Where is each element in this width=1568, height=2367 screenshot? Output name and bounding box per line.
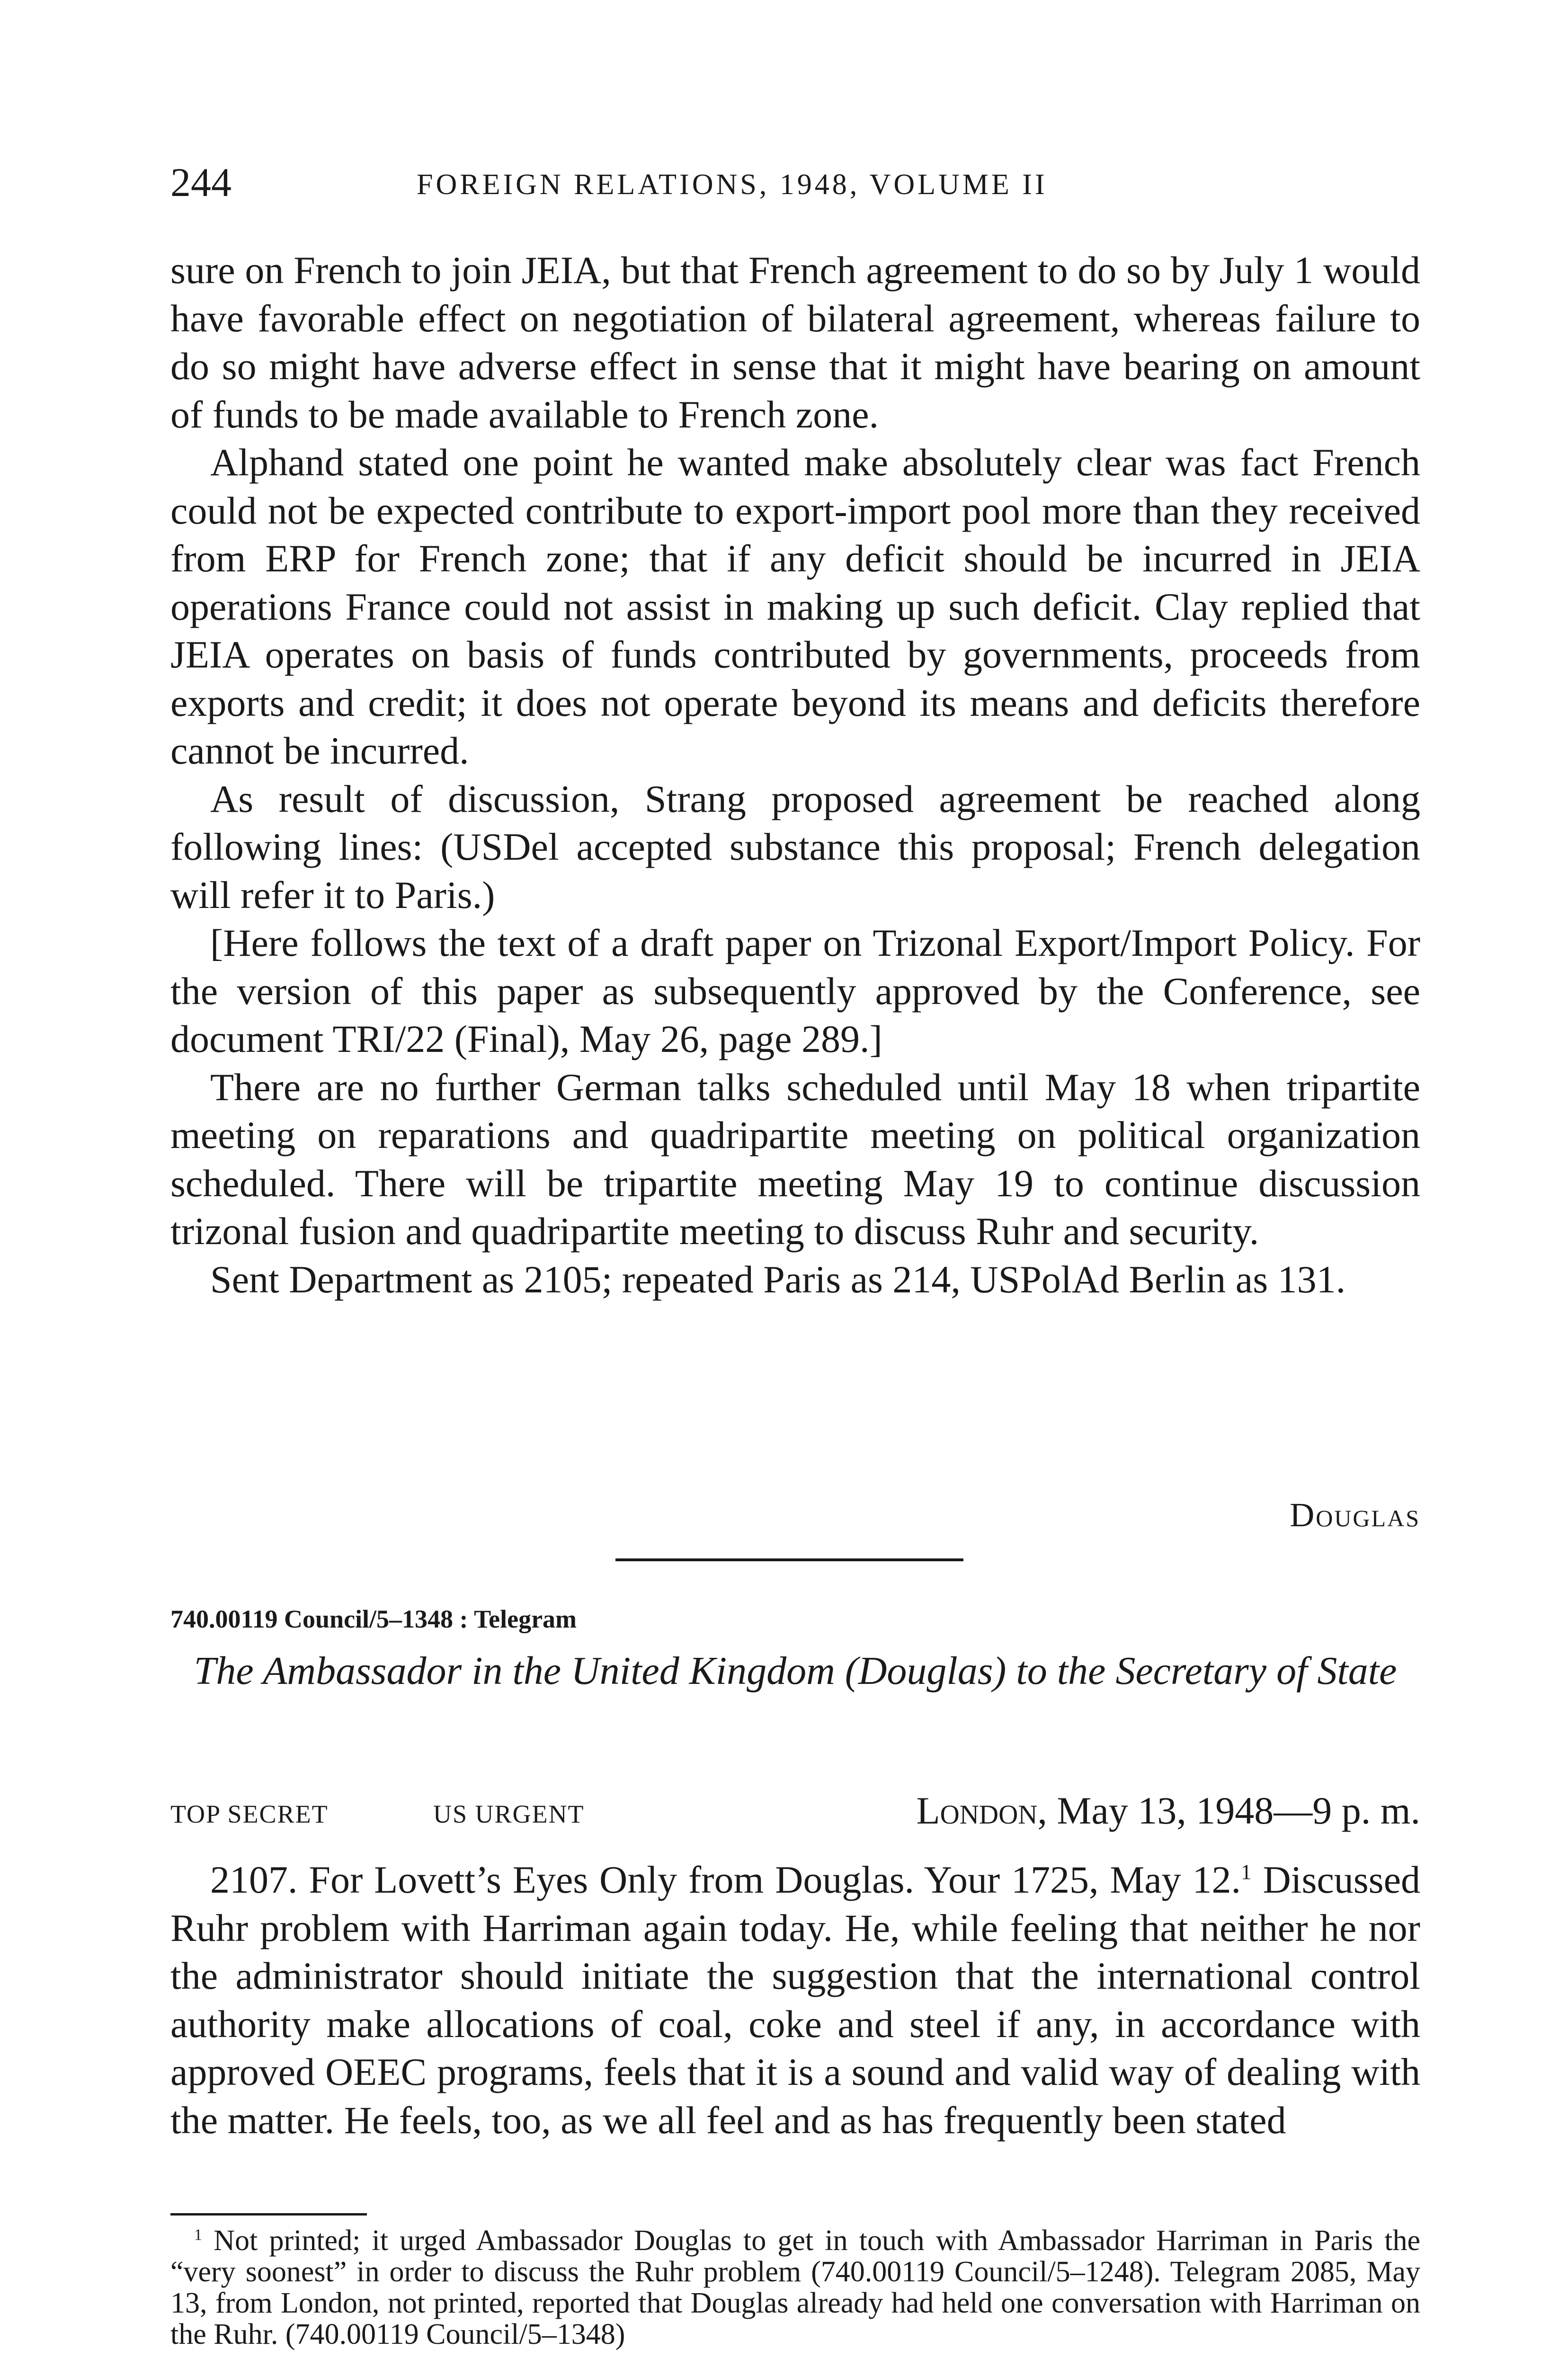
paragraph-rest: Discussed Ruhr problem with Harriman again today. He, while feeling that neither he nor the administrator should initiate the suggestion that the international control authority make allocations of coal, coke and steel if any, in accordance with approved OEEC programs, feels that it is a sound and valid way of dealing with the matter. He feels, too, as we all feel and as has frequently been stated — [170, 1858, 1420, 2142]
footnote-rule — [170, 2213, 367, 2216]
section-divider — [615, 1558, 963, 1561]
place-and-date — [916, 1785, 1420, 1837]
signature-name: Douglas — [1290, 1496, 1420, 1534]
continued-telegram-text — [170, 246, 1420, 1303]
paragraph-lead: 2107. For Lovett’s Eyes Only from Douglas. Your 1725, May 12. — [210, 1858, 1241, 1901]
dateline — [170, 1785, 1420, 1837]
page-number: 244 — [170, 160, 232, 205]
footnote-text — [170, 2225, 1420, 2350]
footnote — [170, 2225, 1420, 2350]
page-header — [170, 156, 1420, 208]
paragraph-editorial-note: [Here follows the text of a draft paper on Trizonal Export/Import Policy. For the version of this paper as subsequently approved by the Conference, see document TRI/22 (Final), May 26, page 289.] — [170, 921, 1420, 1060]
date: , May 13, 1948—9 p. m. — [1037, 1789, 1420, 1832]
footnote-reference: 1 — [1241, 1860, 1252, 1884]
signature — [1290, 1491, 1420, 1539]
classification-us-urgent: US URGENT — [433, 1800, 585, 1828]
document-title: The Ambassador in the United Kingdom (Douglas) to the Secretary of State — [194, 1649, 1397, 1693]
classification-top-secret: TOP SECRET — [170, 1800, 329, 1828]
file-reference: 740.00119 Council/5–1348 : Telegram — [170, 1605, 577, 1633]
telegram-2107-text — [170, 1856, 1420, 2144]
paragraph-german-talks: There are no further German talks scheduled until May 18 when tripartite meeting on reparations and quadripartite meeting on political organization scheduled. There will be tripartite meeting May 19 to continue discussion trizonal fusion and quadripartite meeting to discuss Ruhr and security. — [170, 1065, 1420, 1253]
place: London — [916, 1789, 1038, 1832]
footnote-body: Not printed; it urged Ambassador Douglas to get in touch with Ambassador Harriman in Paris the “very soonest” in order to discuss the Ruhr problem (740.00119 Council/5–1248). Telegram 2085, May 13, from London, not printed, reported that Douglas already had held one conversation with Harriman on the Ruhr. (740.00119 Council/5–1348) — [170, 2225, 1420, 2350]
footnote-marker: 1 — [194, 2226, 203, 2244]
paragraph-strang-proposal: As result of discussion, Strang proposed agreement be reached along following lines: (USDel accepted substance this proposal; French delegation will refer it to Paris.) — [170, 777, 1420, 917]
running-title: FOREIGN RELATIONS, 1948, VOLUME II — [417, 169, 1048, 201]
paragraph-2107 — [170, 1856, 1420, 2144]
paragraph-sent-repeated: Sent Department as 2105; repeated Paris as 214, USPolAd Berlin as 131. — [210, 1257, 1346, 1301]
paragraph-alphand: Alphand stated one point he wanted make absolutely clear was fact French could not be expected contribute to export-import pool more than they received from ERP for French zone; that if any deficit should be incurred in JEIA operations France could not assist in making up such deficit. Clay replied that JEIA operates on basis of funds contributed by governments, proceeds from exports and credit; it does not operate beyond its means and deficits therefore cannot be incurred. — [170, 441, 1420, 772]
paragraph-continued: sure on French to join JEIA, but that French agreement to do so by July 1 would have favorable effect on negotiation of bilateral agreement, whereas failure to do so might have adverse effect in sense that it might have bearing on amount of funds to be made available to French zone. — [170, 249, 1420, 436]
